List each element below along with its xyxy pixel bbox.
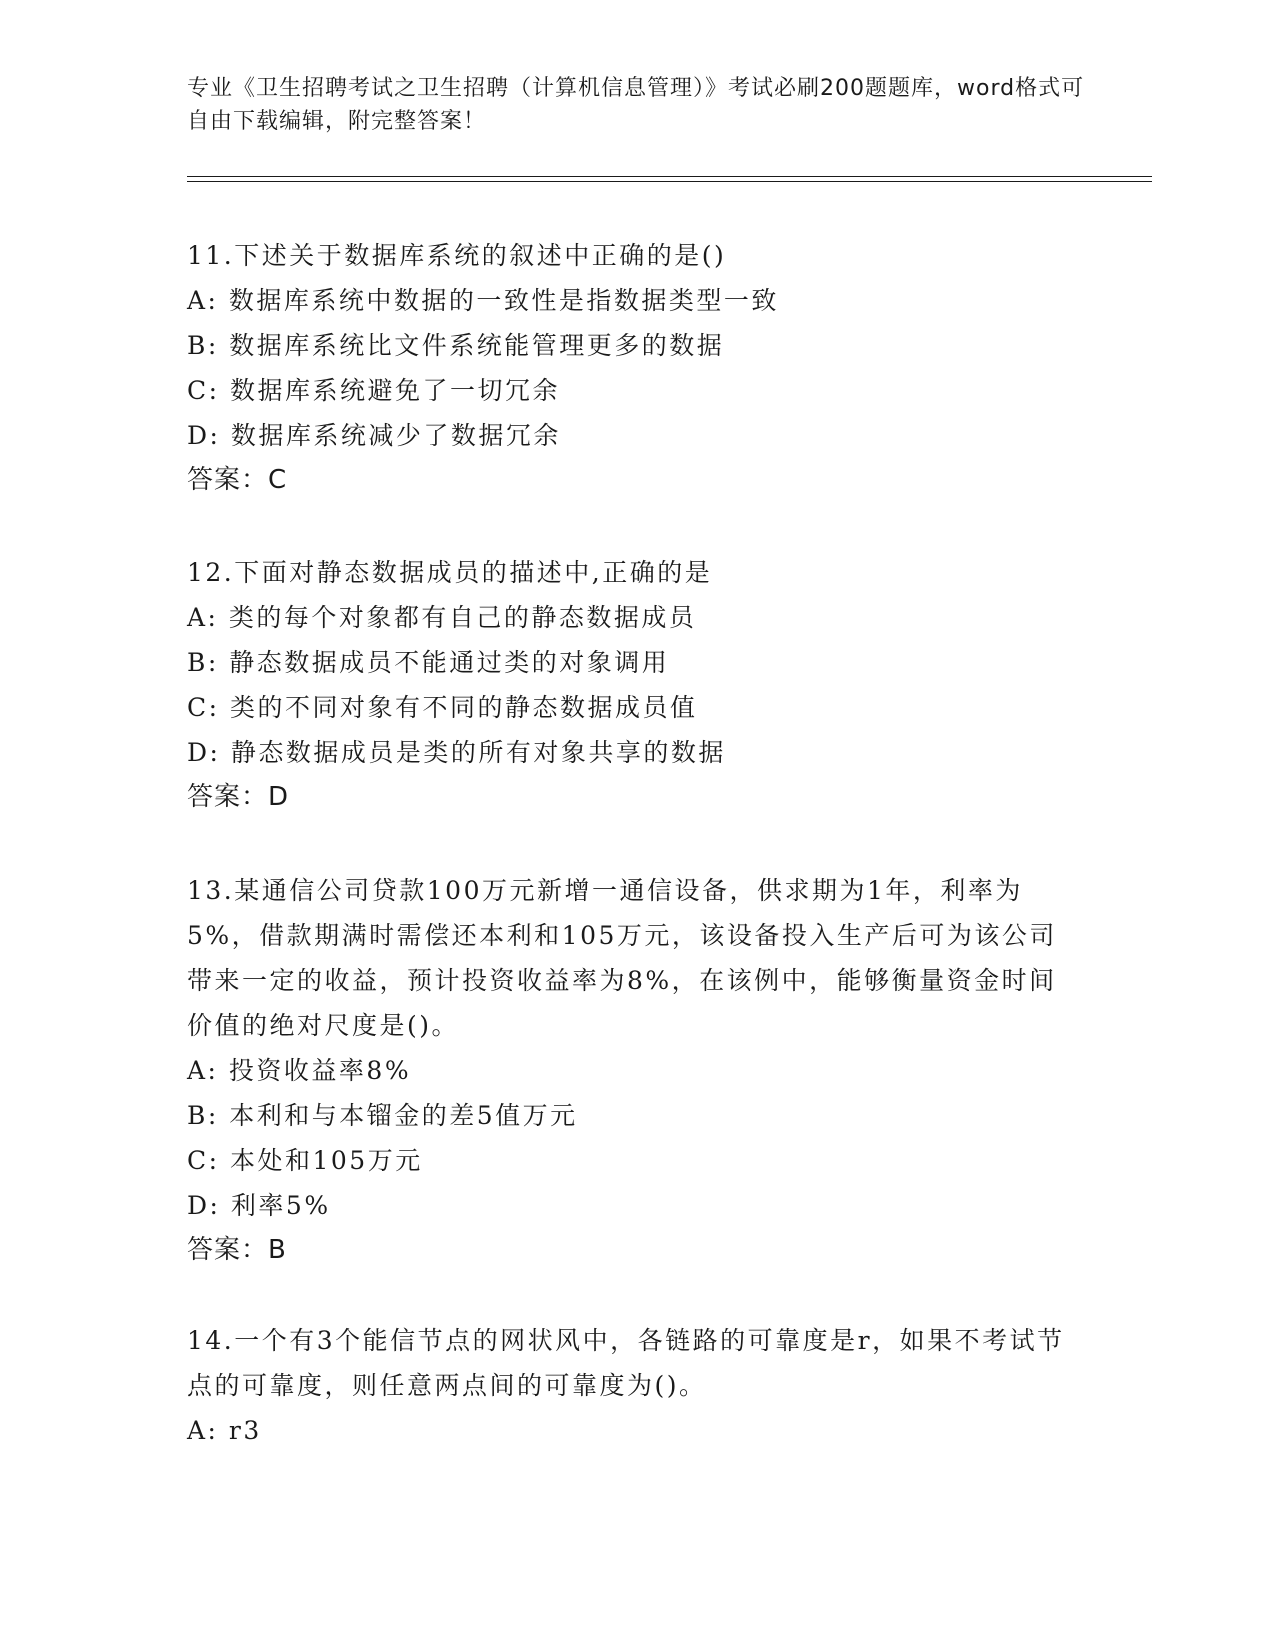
option-a: A: r3	[187, 1416, 262, 1445]
document-header: 专业《卫生招聘考试之卫生招聘（计算机信息管理）》考试必刷200题题库，word格式可自由下载编辑，附完整答案！	[187, 76, 1085, 134]
option-b: B: 数据库系统比文件系统能管理更多的数据	[187, 331, 725, 360]
option-c: C: 类的不同对象有不同的静态数据成员值	[187, 693, 698, 722]
option-c: C: 数据库系统避免了一切冗余	[187, 376, 560, 405]
option-b: B: 静态数据成员不能通过类的对象调用	[187, 648, 670, 677]
question-13	[187, 868, 1067, 1273]
answer-line: 答案：B	[187, 1235, 287, 1265]
question-stem: 13.某通信公司贷款100万元新增一通信设备，供求期为1年，利率为5%，借款期满时需偿还本利和105万元，该设备投入生产后可为该公司带来一定的收益，预计投资收益率为8%，在该例中，能够衡量资金时间价值的绝对尺度是()。	[187, 876, 1057, 1040]
option-c: C: 本处和105万元	[187, 1146, 423, 1175]
option-d: D: 静态数据成员是类的所有对象共享的数据	[187, 738, 726, 767]
question-12	[187, 550, 1067, 820]
question-stem: 12.下面对静态数据成员的描述中,正确的是	[187, 558, 713, 587]
option-d: D: 利率5%	[187, 1191, 331, 1220]
answer-line: 答案：D	[187, 782, 290, 812]
header-divider-bottom	[187, 181, 1152, 182]
question-stem: 14.一个有3个能信节点的网状风中，各链路的可靠度是r，如果不考试节点的可靠度，则任意两点间的可靠度为()。	[187, 1326, 1065, 1400]
option-a: A: 类的每个对象都有自己的静态数据成员	[187, 603, 697, 632]
option-a: A: 数据库系统中数据的一致性是指数据类型一致	[187, 286, 779, 315]
answer-line: 答案：C	[187, 465, 288, 495]
question-stem: 11.下述关于数据库系统的叙述中正确的是()	[187, 241, 727, 270]
option-a: A: 投资收益率8%	[187, 1056, 412, 1085]
option-d: D: 数据库系统减少了数据冗余	[187, 421, 561, 450]
question-11	[187, 233, 1067, 503]
question-14	[187, 1318, 1067, 1453]
header-divider-top	[187, 176, 1152, 177]
option-b: B: 本利和与本镏金的差5值万元	[187, 1101, 578, 1130]
